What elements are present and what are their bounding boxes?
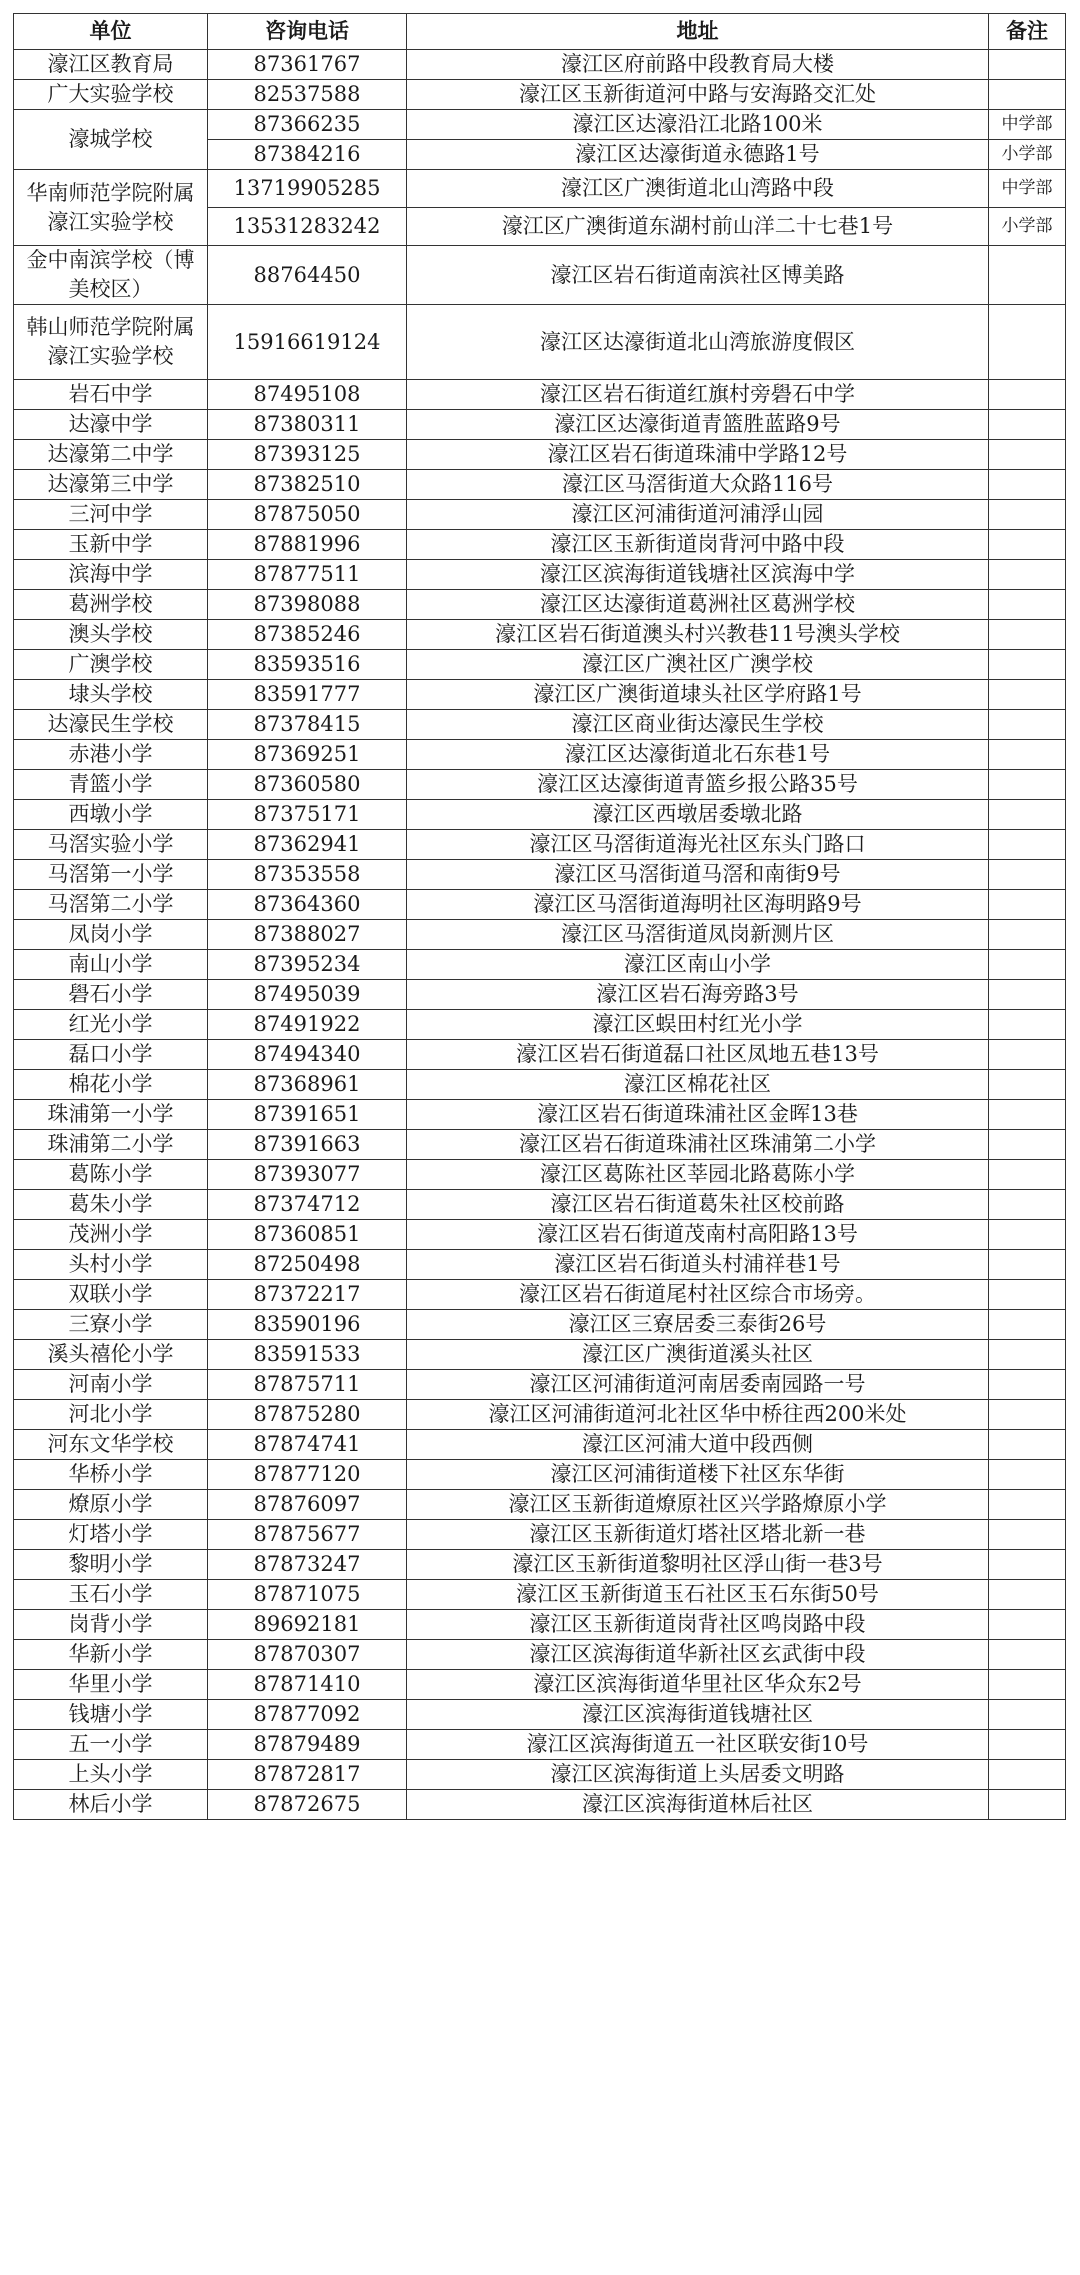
phone-cell: 87380311 bbox=[208, 410, 407, 440]
unit-cell: 葛陈小学 bbox=[14, 1160, 208, 1190]
note-cell: 小学部 bbox=[989, 140, 1066, 170]
table-row bbox=[14, 1220, 1066, 1250]
address-cell: 濠江区玉新街道河中路与安海路交汇处 bbox=[407, 80, 989, 110]
phone-cell: 87877511 bbox=[208, 560, 407, 590]
table-row bbox=[14, 1370, 1066, 1400]
phone-cell: 87384216 bbox=[208, 140, 407, 170]
address-cell: 濠江区达濠街道永德路1号 bbox=[407, 140, 989, 170]
phone-cell: 87369251 bbox=[208, 740, 407, 770]
table-row bbox=[14, 1430, 1066, 1460]
table-row bbox=[14, 110, 1066, 140]
note-cell bbox=[989, 1460, 1066, 1490]
table-row bbox=[14, 980, 1066, 1010]
unit-cell: 五一小学 bbox=[14, 1730, 208, 1760]
phone-cell: 87362941 bbox=[208, 830, 407, 860]
unit-cell: 澳头学校 bbox=[14, 620, 208, 650]
address-cell: 濠江区玉新街道燎原社区兴学路燎原小学 bbox=[407, 1490, 989, 1520]
table-row bbox=[14, 1310, 1066, 1340]
unit-cell: 三寮小学 bbox=[14, 1310, 208, 1340]
phone-cell: 87393077 bbox=[208, 1160, 407, 1190]
note-cell bbox=[989, 1490, 1066, 1520]
unit-cell: 葛朱小学 bbox=[14, 1190, 208, 1220]
phone-cell: 83593516 bbox=[208, 650, 407, 680]
table-row bbox=[14, 800, 1066, 830]
unit-cell: 玉新中学 bbox=[14, 530, 208, 560]
table-row bbox=[14, 1250, 1066, 1280]
note-cell bbox=[989, 1130, 1066, 1160]
phone-cell: 87360580 bbox=[208, 770, 407, 800]
table-row bbox=[14, 860, 1066, 890]
address-cell: 濠江区达濠街道北石东巷1号 bbox=[407, 740, 989, 770]
note-cell bbox=[989, 500, 1066, 530]
address-cell: 濠江区南山小学 bbox=[407, 950, 989, 980]
address-cell: 濠江区滨海街道钱塘社区 bbox=[407, 1700, 989, 1730]
note-cell: 小学部 bbox=[989, 208, 1066, 246]
table-row bbox=[14, 440, 1066, 470]
phone-cell: 87875677 bbox=[208, 1520, 407, 1550]
note-cell bbox=[989, 1670, 1066, 1700]
unit-cell: 广澳学校 bbox=[14, 650, 208, 680]
address-cell: 濠江区商业街达濠民生学校 bbox=[407, 710, 989, 740]
table-row bbox=[14, 890, 1066, 920]
table-row bbox=[14, 1130, 1066, 1160]
unit-cell: 茂洲小学 bbox=[14, 1220, 208, 1250]
phone-cell: 87870307 bbox=[208, 1640, 407, 1670]
note-cell bbox=[989, 1370, 1066, 1400]
table-row bbox=[14, 710, 1066, 740]
table-row bbox=[14, 80, 1066, 110]
address-cell: 濠江区岩石街道澳头村兴教巷11号澳头学校 bbox=[407, 620, 989, 650]
phone-cell: 83591777 bbox=[208, 680, 407, 710]
note-cell bbox=[989, 1040, 1066, 1070]
note-cell bbox=[989, 1580, 1066, 1610]
phone-cell: 87360851 bbox=[208, 1220, 407, 1250]
address-cell: 濠江区广澳社区广澳学校 bbox=[407, 650, 989, 680]
phone-cell: 82537588 bbox=[208, 80, 407, 110]
address-cell: 濠江区马滘街道马滘和南街9号 bbox=[407, 860, 989, 890]
unit-cell: 河北小学 bbox=[14, 1400, 208, 1430]
note-cell bbox=[989, 1070, 1066, 1100]
note-cell bbox=[989, 1010, 1066, 1040]
note-cell bbox=[989, 1250, 1066, 1280]
unit-cell: 达濠中学 bbox=[14, 410, 208, 440]
unit-cell: 林后小学 bbox=[14, 1790, 208, 1820]
table-row bbox=[14, 1490, 1066, 1520]
table-row bbox=[14, 1010, 1066, 1040]
note-cell bbox=[989, 1430, 1066, 1460]
address-cell: 濠江区滨海街道钱塘社区滨海中学 bbox=[407, 560, 989, 590]
address-cell: 濠江区马滘街道海明社区海明路9号 bbox=[407, 890, 989, 920]
phone-cell: 87398088 bbox=[208, 590, 407, 620]
phone-cell: 15916619124 bbox=[208, 305, 407, 380]
table-row bbox=[14, 380, 1066, 410]
note-cell bbox=[989, 950, 1066, 980]
address-cell: 濠江区河浦大道中段西侧 bbox=[407, 1430, 989, 1460]
note-cell bbox=[989, 560, 1066, 590]
address-cell: 濠江区达濠沿江北路100米 bbox=[407, 110, 989, 140]
phone-cell: 87875050 bbox=[208, 500, 407, 530]
header-phone: 咨询电话 bbox=[208, 14, 407, 50]
note-cell bbox=[989, 1730, 1066, 1760]
note-cell bbox=[989, 246, 1066, 305]
note-cell bbox=[989, 740, 1066, 770]
unit-cell: 头村小学 bbox=[14, 1250, 208, 1280]
unit-cell: 钱塘小学 bbox=[14, 1700, 208, 1730]
note-cell bbox=[989, 80, 1066, 110]
address-cell: 濠江区岩石街道红旗村旁礐石中学 bbox=[407, 380, 989, 410]
table-row bbox=[14, 560, 1066, 590]
table-row bbox=[14, 1790, 1066, 1820]
unit-cell: 达濠第二中学 bbox=[14, 440, 208, 470]
phone-cell: 87393125 bbox=[208, 440, 407, 470]
table-row bbox=[14, 1700, 1066, 1730]
note-cell bbox=[989, 680, 1066, 710]
address-cell: 濠江区马滘街道大众路116号 bbox=[407, 470, 989, 500]
address-cell: 濠江区岩石街道头村浦祥巷1号 bbox=[407, 1250, 989, 1280]
note-cell bbox=[989, 860, 1066, 890]
address-cell: 濠江区岩石街道珠浦社区金晖13巷 bbox=[407, 1100, 989, 1130]
unit-cell: 灯塔小学 bbox=[14, 1520, 208, 1550]
address-cell: 濠江区岩石海旁路3号 bbox=[407, 980, 989, 1010]
address-cell: 濠江区玉新街道岗背社区鸣岗路中段 bbox=[407, 1610, 989, 1640]
note-cell bbox=[989, 620, 1066, 650]
table-row bbox=[14, 1340, 1066, 1370]
unit-cell: 溪头禧伦小学 bbox=[14, 1340, 208, 1370]
unit-cell: 华桥小学 bbox=[14, 1460, 208, 1490]
unit-cell: 礐石小学 bbox=[14, 980, 208, 1010]
phone-cell: 87871410 bbox=[208, 1670, 407, 1700]
note-cell bbox=[989, 1640, 1066, 1670]
unit-cell: 赤港小学 bbox=[14, 740, 208, 770]
phone-cell: 88764450 bbox=[208, 246, 407, 305]
phone-cell: 87874741 bbox=[208, 1430, 407, 1460]
unit-cell: 金中南滨学校（博美校区） bbox=[14, 246, 208, 305]
phone-cell: 87366235 bbox=[208, 110, 407, 140]
phone-cell: 87395234 bbox=[208, 950, 407, 980]
unit-cell: 黎明小学 bbox=[14, 1550, 208, 1580]
address-cell: 濠江区岩石街道珠浦社区珠浦第二小学 bbox=[407, 1130, 989, 1160]
note-cell bbox=[989, 890, 1066, 920]
unit-cell: 凤岗小学 bbox=[14, 920, 208, 950]
phone-cell: 87872675 bbox=[208, 1790, 407, 1820]
note-cell bbox=[989, 470, 1066, 500]
note-cell bbox=[989, 1340, 1066, 1370]
phone-cell: 87372217 bbox=[208, 1280, 407, 1310]
address-cell: 濠江区岩石街道磊口社区凤地五巷13号 bbox=[407, 1040, 989, 1070]
table-row bbox=[14, 170, 1066, 208]
address-cell: 濠江区广澳街道溪头社区 bbox=[407, 1340, 989, 1370]
address-cell: 濠江区府前路中段教育局大楼 bbox=[407, 50, 989, 80]
phone-cell: 87382510 bbox=[208, 470, 407, 500]
phone-cell: 87368961 bbox=[208, 1070, 407, 1100]
phone-cell: 87375171 bbox=[208, 800, 407, 830]
address-cell: 濠江区河浦街道河南居委南园路一号 bbox=[407, 1370, 989, 1400]
header-address: 地址 bbox=[407, 14, 989, 50]
note-cell bbox=[989, 305, 1066, 380]
table-row bbox=[14, 770, 1066, 800]
address-cell: 濠江区滨海街道五一社区联安街10号 bbox=[407, 1730, 989, 1760]
note-cell bbox=[989, 800, 1066, 830]
table-row bbox=[14, 410, 1066, 440]
note-cell: 中学部 bbox=[989, 110, 1066, 140]
table-header-row bbox=[14, 14, 1066, 50]
address-cell: 濠江区玉新街道黎明社区浮山街一巷3号 bbox=[407, 1550, 989, 1580]
phone-cell: 87364360 bbox=[208, 890, 407, 920]
table-row bbox=[14, 530, 1066, 560]
note-cell bbox=[989, 1310, 1066, 1340]
table-row bbox=[14, 1040, 1066, 1070]
note-cell bbox=[989, 1550, 1066, 1580]
table-row bbox=[14, 1730, 1066, 1760]
phone-cell: 87250498 bbox=[208, 1250, 407, 1280]
address-cell: 濠江区蜈田村红光小学 bbox=[407, 1010, 989, 1040]
phone-cell: 87378415 bbox=[208, 710, 407, 740]
address-cell: 濠江区岩石街道南滨社区博美路 bbox=[407, 246, 989, 305]
address-cell: 濠江区广澳街道东湖村前山洋二十七巷1号 bbox=[407, 208, 989, 246]
address-cell: 濠江区达濠街道葛洲社区葛洲学校 bbox=[407, 590, 989, 620]
phone-cell: 87875711 bbox=[208, 1370, 407, 1400]
table-row bbox=[14, 470, 1066, 500]
note-cell bbox=[989, 1520, 1066, 1550]
address-cell: 濠江区达濠街道青篮胜蓝路9号 bbox=[407, 410, 989, 440]
address-cell: 濠江区马滘街道海光社区东头门路口 bbox=[407, 830, 989, 860]
unit-cell: 濠城学校 bbox=[14, 110, 208, 170]
note-cell bbox=[989, 1610, 1066, 1640]
address-cell: 濠江区玉新街道灯塔社区塔北新一巷 bbox=[407, 1520, 989, 1550]
table-row bbox=[14, 1610, 1066, 1640]
unit-cell: 西墩小学 bbox=[14, 800, 208, 830]
unit-cell: 华南师范学院附属濠江实验学校 bbox=[14, 170, 208, 246]
table-row bbox=[14, 500, 1066, 530]
table-row bbox=[14, 1400, 1066, 1430]
header-unit: 单位 bbox=[14, 14, 208, 50]
unit-cell: 岩石中学 bbox=[14, 380, 208, 410]
table-row bbox=[14, 1280, 1066, 1310]
phone-cell: 87881996 bbox=[208, 530, 407, 560]
note-cell bbox=[989, 50, 1066, 80]
unit-cell: 河东文华学校 bbox=[14, 1430, 208, 1460]
unit-cell: 达濠民生学校 bbox=[14, 710, 208, 740]
table-row bbox=[14, 305, 1066, 380]
phone-cell: 87391663 bbox=[208, 1130, 407, 1160]
address-cell: 濠江区岩石街道珠浦中学路12号 bbox=[407, 440, 989, 470]
note-cell bbox=[989, 1190, 1066, 1220]
phone-cell: 87871075 bbox=[208, 1580, 407, 1610]
table-row bbox=[14, 1580, 1066, 1610]
unit-cell: 三河中学 bbox=[14, 500, 208, 530]
phone-cell: 87872817 bbox=[208, 1760, 407, 1790]
table-row bbox=[14, 1640, 1066, 1670]
note-cell bbox=[989, 650, 1066, 680]
note-cell bbox=[989, 980, 1066, 1010]
address-cell: 濠江区葛陈社区莘园北路葛陈小学 bbox=[407, 1160, 989, 1190]
phone-cell: 87875280 bbox=[208, 1400, 407, 1430]
unit-cell: 马滘实验小学 bbox=[14, 830, 208, 860]
table-row bbox=[14, 920, 1066, 950]
phone-cell: 83590196 bbox=[208, 1310, 407, 1340]
unit-cell: 埭头学校 bbox=[14, 680, 208, 710]
table-row bbox=[14, 246, 1066, 305]
address-cell: 濠江区河浦街道河北社区华中桥往西200米处 bbox=[407, 1400, 989, 1430]
phone-cell: 83591533 bbox=[208, 1340, 407, 1370]
unit-cell: 濠江区教育局 bbox=[14, 50, 208, 80]
note-cell bbox=[989, 1760, 1066, 1790]
phone-cell: 87494340 bbox=[208, 1040, 407, 1070]
unit-cell: 广大实验学校 bbox=[14, 80, 208, 110]
phone-cell: 87388027 bbox=[208, 920, 407, 950]
phone-cell: 87873247 bbox=[208, 1550, 407, 1580]
note-cell bbox=[989, 530, 1066, 560]
address-cell: 濠江区西墩居委墩北路 bbox=[407, 800, 989, 830]
address-cell: 濠江区滨海街道华新社区玄武街中段 bbox=[407, 1640, 989, 1670]
unit-cell: 达濠第三中学 bbox=[14, 470, 208, 500]
table-row bbox=[14, 1670, 1066, 1700]
unit-cell: 玉石小学 bbox=[14, 1580, 208, 1610]
unit-cell: 韩山师范学院附属濠江实验学校 bbox=[14, 305, 208, 380]
address-cell: 濠江区滨海街道上头居委文明路 bbox=[407, 1760, 989, 1790]
table-row bbox=[14, 1160, 1066, 1190]
address-cell: 濠江区玉新街道玉石社区玉石东街50号 bbox=[407, 1580, 989, 1610]
address-cell: 濠江区达濠街道北山湾旅游度假区 bbox=[407, 305, 989, 380]
table-row bbox=[14, 1550, 1066, 1580]
address-cell: 濠江区马滘街道凤岗新测片区 bbox=[407, 920, 989, 950]
phone-cell: 87876097 bbox=[208, 1490, 407, 1520]
phone-cell: 87877120 bbox=[208, 1460, 407, 1490]
unit-cell: 珠浦第二小学 bbox=[14, 1130, 208, 1160]
note-cell bbox=[989, 710, 1066, 740]
note-cell bbox=[989, 1280, 1066, 1310]
address-cell: 濠江区广澳街道埭头社区学府路1号 bbox=[407, 680, 989, 710]
table-row bbox=[14, 1520, 1066, 1550]
address-cell: 濠江区河浦街道楼下社区东华街 bbox=[407, 1460, 989, 1490]
unit-cell: 燎原小学 bbox=[14, 1490, 208, 1520]
school-contact-table bbox=[13, 13, 1066, 1820]
table-row bbox=[14, 50, 1066, 80]
phone-cell: 87353558 bbox=[208, 860, 407, 890]
address-cell: 濠江区玉新街道岗背河中路中段 bbox=[407, 530, 989, 560]
phone-cell: 87879489 bbox=[208, 1730, 407, 1760]
unit-cell: 滨海中学 bbox=[14, 560, 208, 590]
note-cell: 中学部 bbox=[989, 170, 1066, 208]
address-cell: 濠江区河浦街道河浦浮山园 bbox=[407, 500, 989, 530]
address-cell: 濠江区三寮居委三泰街26号 bbox=[407, 1310, 989, 1340]
phone-cell: 87495108 bbox=[208, 380, 407, 410]
table-row bbox=[14, 1760, 1066, 1790]
table-row bbox=[14, 830, 1066, 860]
address-cell: 濠江区岩石街道葛朱社区校前路 bbox=[407, 1190, 989, 1220]
address-cell: 濠江区棉花社区 bbox=[407, 1070, 989, 1100]
note-cell bbox=[989, 1160, 1066, 1190]
unit-cell: 华新小学 bbox=[14, 1640, 208, 1670]
note-cell bbox=[989, 920, 1066, 950]
table-row bbox=[14, 740, 1066, 770]
header-note: 备注 bbox=[989, 14, 1066, 50]
table-row bbox=[14, 650, 1066, 680]
note-cell bbox=[989, 1100, 1066, 1130]
phone-cell: 87385246 bbox=[208, 620, 407, 650]
table-row bbox=[14, 590, 1066, 620]
phone-cell: 89692181 bbox=[208, 1610, 407, 1640]
phone-cell: 87374712 bbox=[208, 1190, 407, 1220]
address-cell: 濠江区达濠街道青篮乡报公路35号 bbox=[407, 770, 989, 800]
address-cell: 濠江区岩石街道尾村社区综合市场旁。 bbox=[407, 1280, 989, 1310]
address-cell: 濠江区岩石街道茂南村高阳路13号 bbox=[407, 1220, 989, 1250]
unit-cell: 棉花小学 bbox=[14, 1070, 208, 1100]
address-cell: 濠江区滨海街道林后社区 bbox=[407, 1790, 989, 1820]
unit-cell: 磊口小学 bbox=[14, 1040, 208, 1070]
unit-cell: 珠浦第一小学 bbox=[14, 1100, 208, 1130]
table-row bbox=[14, 1100, 1066, 1130]
address-cell: 濠江区滨海街道华里社区华众东2号 bbox=[407, 1670, 989, 1700]
note-cell bbox=[989, 440, 1066, 470]
table-row bbox=[14, 1070, 1066, 1100]
phone-cell: 13719905285 bbox=[208, 170, 407, 208]
table-body bbox=[14, 50, 1066, 1820]
unit-cell: 红光小学 bbox=[14, 1010, 208, 1040]
note-cell bbox=[989, 380, 1066, 410]
note-cell bbox=[989, 1220, 1066, 1250]
unit-cell: 河南小学 bbox=[14, 1370, 208, 1400]
unit-cell: 葛洲学校 bbox=[14, 590, 208, 620]
unit-cell: 华里小学 bbox=[14, 1670, 208, 1700]
note-cell bbox=[989, 1790, 1066, 1820]
phone-cell: 87877092 bbox=[208, 1700, 407, 1730]
phone-cell: 13531283242 bbox=[208, 208, 407, 246]
table-row bbox=[14, 1460, 1066, 1490]
phone-cell: 87391651 bbox=[208, 1100, 407, 1130]
unit-cell: 上头小学 bbox=[14, 1760, 208, 1790]
table-row bbox=[14, 680, 1066, 710]
note-cell bbox=[989, 770, 1066, 800]
table-row bbox=[14, 1190, 1066, 1220]
phone-cell: 87361767 bbox=[208, 50, 407, 80]
unit-cell: 马滘第二小学 bbox=[14, 890, 208, 920]
unit-cell: 南山小学 bbox=[14, 950, 208, 980]
phone-cell: 87491922 bbox=[208, 1010, 407, 1040]
table-row bbox=[14, 620, 1066, 650]
note-cell bbox=[989, 1700, 1066, 1730]
note-cell bbox=[989, 830, 1066, 860]
table-row bbox=[14, 950, 1066, 980]
address-cell: 濠江区广澳街道北山湾路中段 bbox=[407, 170, 989, 208]
note-cell bbox=[989, 1400, 1066, 1430]
unit-cell: 双联小学 bbox=[14, 1280, 208, 1310]
note-cell bbox=[989, 590, 1066, 620]
phone-cell: 87495039 bbox=[208, 980, 407, 1010]
unit-cell: 马滘第一小学 bbox=[14, 860, 208, 890]
note-cell bbox=[989, 410, 1066, 440]
unit-cell: 岗背小学 bbox=[14, 1610, 208, 1640]
unit-cell: 青篮小学 bbox=[14, 770, 208, 800]
